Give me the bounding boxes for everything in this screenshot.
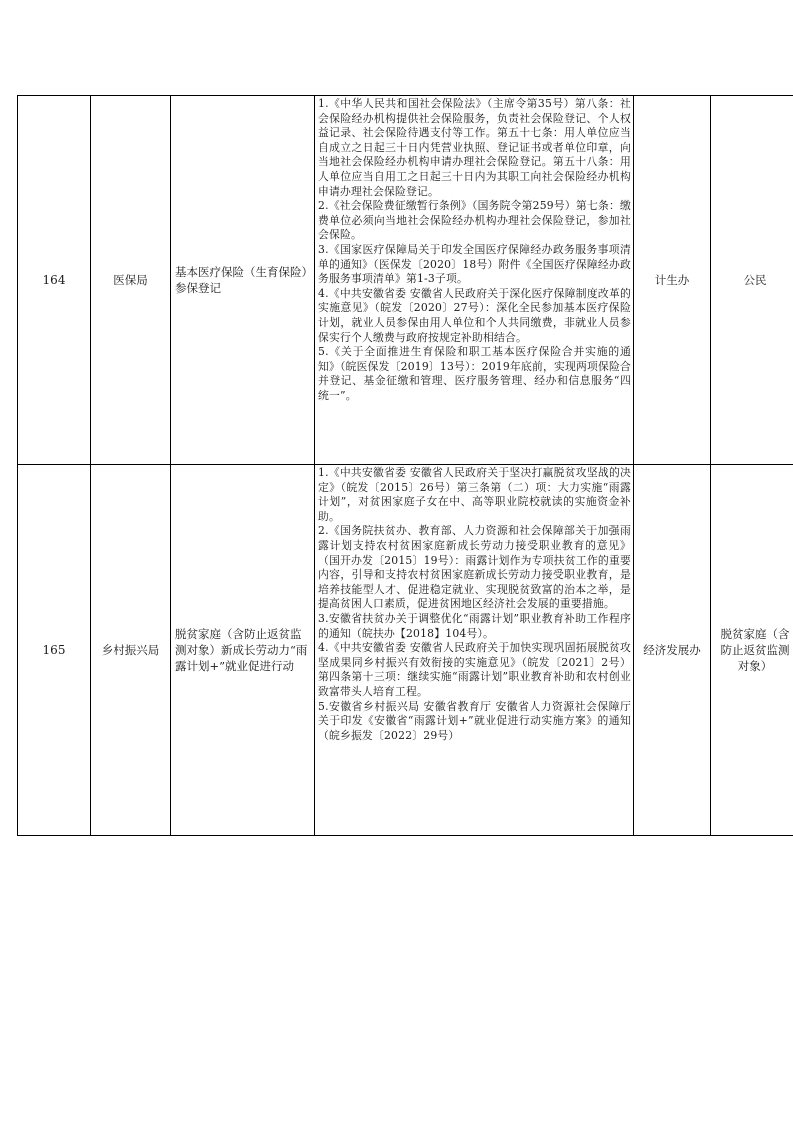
table-row xyxy=(18,465,793,836)
legal-basis-clause: 2.《社会保险费征缴暂行条例》（国务院令第259号）第七条：缴费单位必须向当地社会保险经办机构办理社会保险登记，参加社会保险。 xyxy=(318,199,631,242)
legal-basis-clause: 4.《中共安徽省委 安徽省人民政府关于深化医疗保障制度改革的实施意见》（皖发〔2020〕27号）：深化全民参加基本医疗保险计划，就业人员参保由用人单位和个人共同缴费，非就业人员参保实行个人缴费与政府按规定补助相结合。 xyxy=(318,286,631,344)
legal-basis-cell xyxy=(315,465,634,836)
legal-basis-clause: 3.《国家医疗保障局关于印发全国医疗保障经办政务服务事项清单的通知》（医保发〔2020〕18号）附件《全国医疗保障经办政务服务事项清单》第1-3子项。 xyxy=(318,242,631,286)
handling-unit-cell xyxy=(634,465,711,836)
service-object: 公民 xyxy=(743,273,767,287)
item-number: 165 xyxy=(42,643,66,657)
table-row xyxy=(18,96,793,465)
service-object-cell xyxy=(711,96,793,465)
service-object: 脱贫家庭（含防止返贫监测对象） xyxy=(720,627,790,673)
department-name: 医保局 xyxy=(113,273,148,287)
item-number-cell xyxy=(18,465,91,836)
legal-basis-clause: 2.《国务院扶贫办、教育部、人力资源和社会保障部关于加强雨露计划支持农村贫困家庭新成长劳动力接受职业教育的意见》（国开办发〔2015〕19号）：雨露计划作为专项扶贫工作的重要内容，引导和支持农村贫困家庭新成长劳动力接受职业教育，是培养技能型人才、促进稳定就业、实现脱贫致富的治本之举，是提高贫困人口素质，促进贫困地区经济社会发展的重要措施。 xyxy=(318,524,631,611)
legal-basis-text xyxy=(315,96,633,463)
service-item-name: 脱贫家庭（含防止返贫监测对象）新成长劳动力“雨露计划+”就业促进行动 xyxy=(175,627,308,673)
department-name: 乡村振兴局 xyxy=(101,643,160,657)
legal-basis-clause: 3.安徽省扶贫办关于调整优化“雨露计划”职业教育补助工作程序的通知（皖扶办【2018】104号）。 xyxy=(318,611,631,640)
legal-basis-clause: 5.《关于全面推进生育保险和职工基本医疗保险合并实施的通知》（皖医保发〔2019〕13号）：2019年底前，实现两项保险合并登记、基金征缴和管理、医疗服务管理、经办和信息服务“四统一”。 xyxy=(318,345,631,402)
service-object-cell xyxy=(711,465,793,836)
legal-basis-clause: 1.《中华人民共和国社会保险法》（主席令第35号）第八条：社会保险经办机构提供社会保险服务，负责社会保险登记、个人权益记录、社会保险待遇支付等工作。第五十七条：用人单位应当自成立之日起三十日内凭营业执照、登记证书或者单位印章，向当地社会保险经办机构申请办理社会保险登记。第五十八条：用人单位应当自用工之日起三十日内为其职工向社会保险经办机构申请办理社会保险登记。 xyxy=(318,97,631,198)
handling-unit: 经济发展办 xyxy=(643,643,701,657)
item-number: 164 xyxy=(42,273,66,287)
item-number-cell xyxy=(18,96,91,465)
service-item-cell xyxy=(171,96,315,465)
department-cell xyxy=(91,96,171,465)
legal-basis-clause: 4.《中共安徽省委 安徽省人民政府关于加快实现巩固拓展脱贫攻坚成果同乡村振兴有效衔接的实施意见》（皖发〔2021〕2号）第四条第十三项：继续实施“雨露计划”职业教育补助和农村创业致富带头人培育工程。 xyxy=(318,641,631,698)
handling-unit-cell xyxy=(634,96,711,465)
legal-basis-cell xyxy=(315,96,634,465)
legal-basis-clause: 5.安徽省乡村振兴局 安徽省教育厅 安徽省人力资源社会保障厅关于印发《安徽省“雨露计划+”就业促进行动实施方案》的通知（皖乡振发〔2022〕29号） xyxy=(318,699,631,742)
handling-unit: 计生办 xyxy=(654,273,690,287)
legal-basis-text xyxy=(315,465,633,834)
service-item-cell xyxy=(171,465,315,836)
legal-basis-clause: 1.《中共安徽省委 安徽省人民政府关于坚决打赢脱贫攻坚战的决定》（皖发〔2015〕26号）第三条第（二）项：大力实施“雨露计划”，对贫困家庭子女在中、高等职业院校就读的实施资金补助。 xyxy=(318,466,631,523)
service-item-name: 基本医疗保险（生育保险）参保登记 xyxy=(175,265,308,295)
policy-table xyxy=(17,95,793,836)
department-cell xyxy=(91,465,171,836)
